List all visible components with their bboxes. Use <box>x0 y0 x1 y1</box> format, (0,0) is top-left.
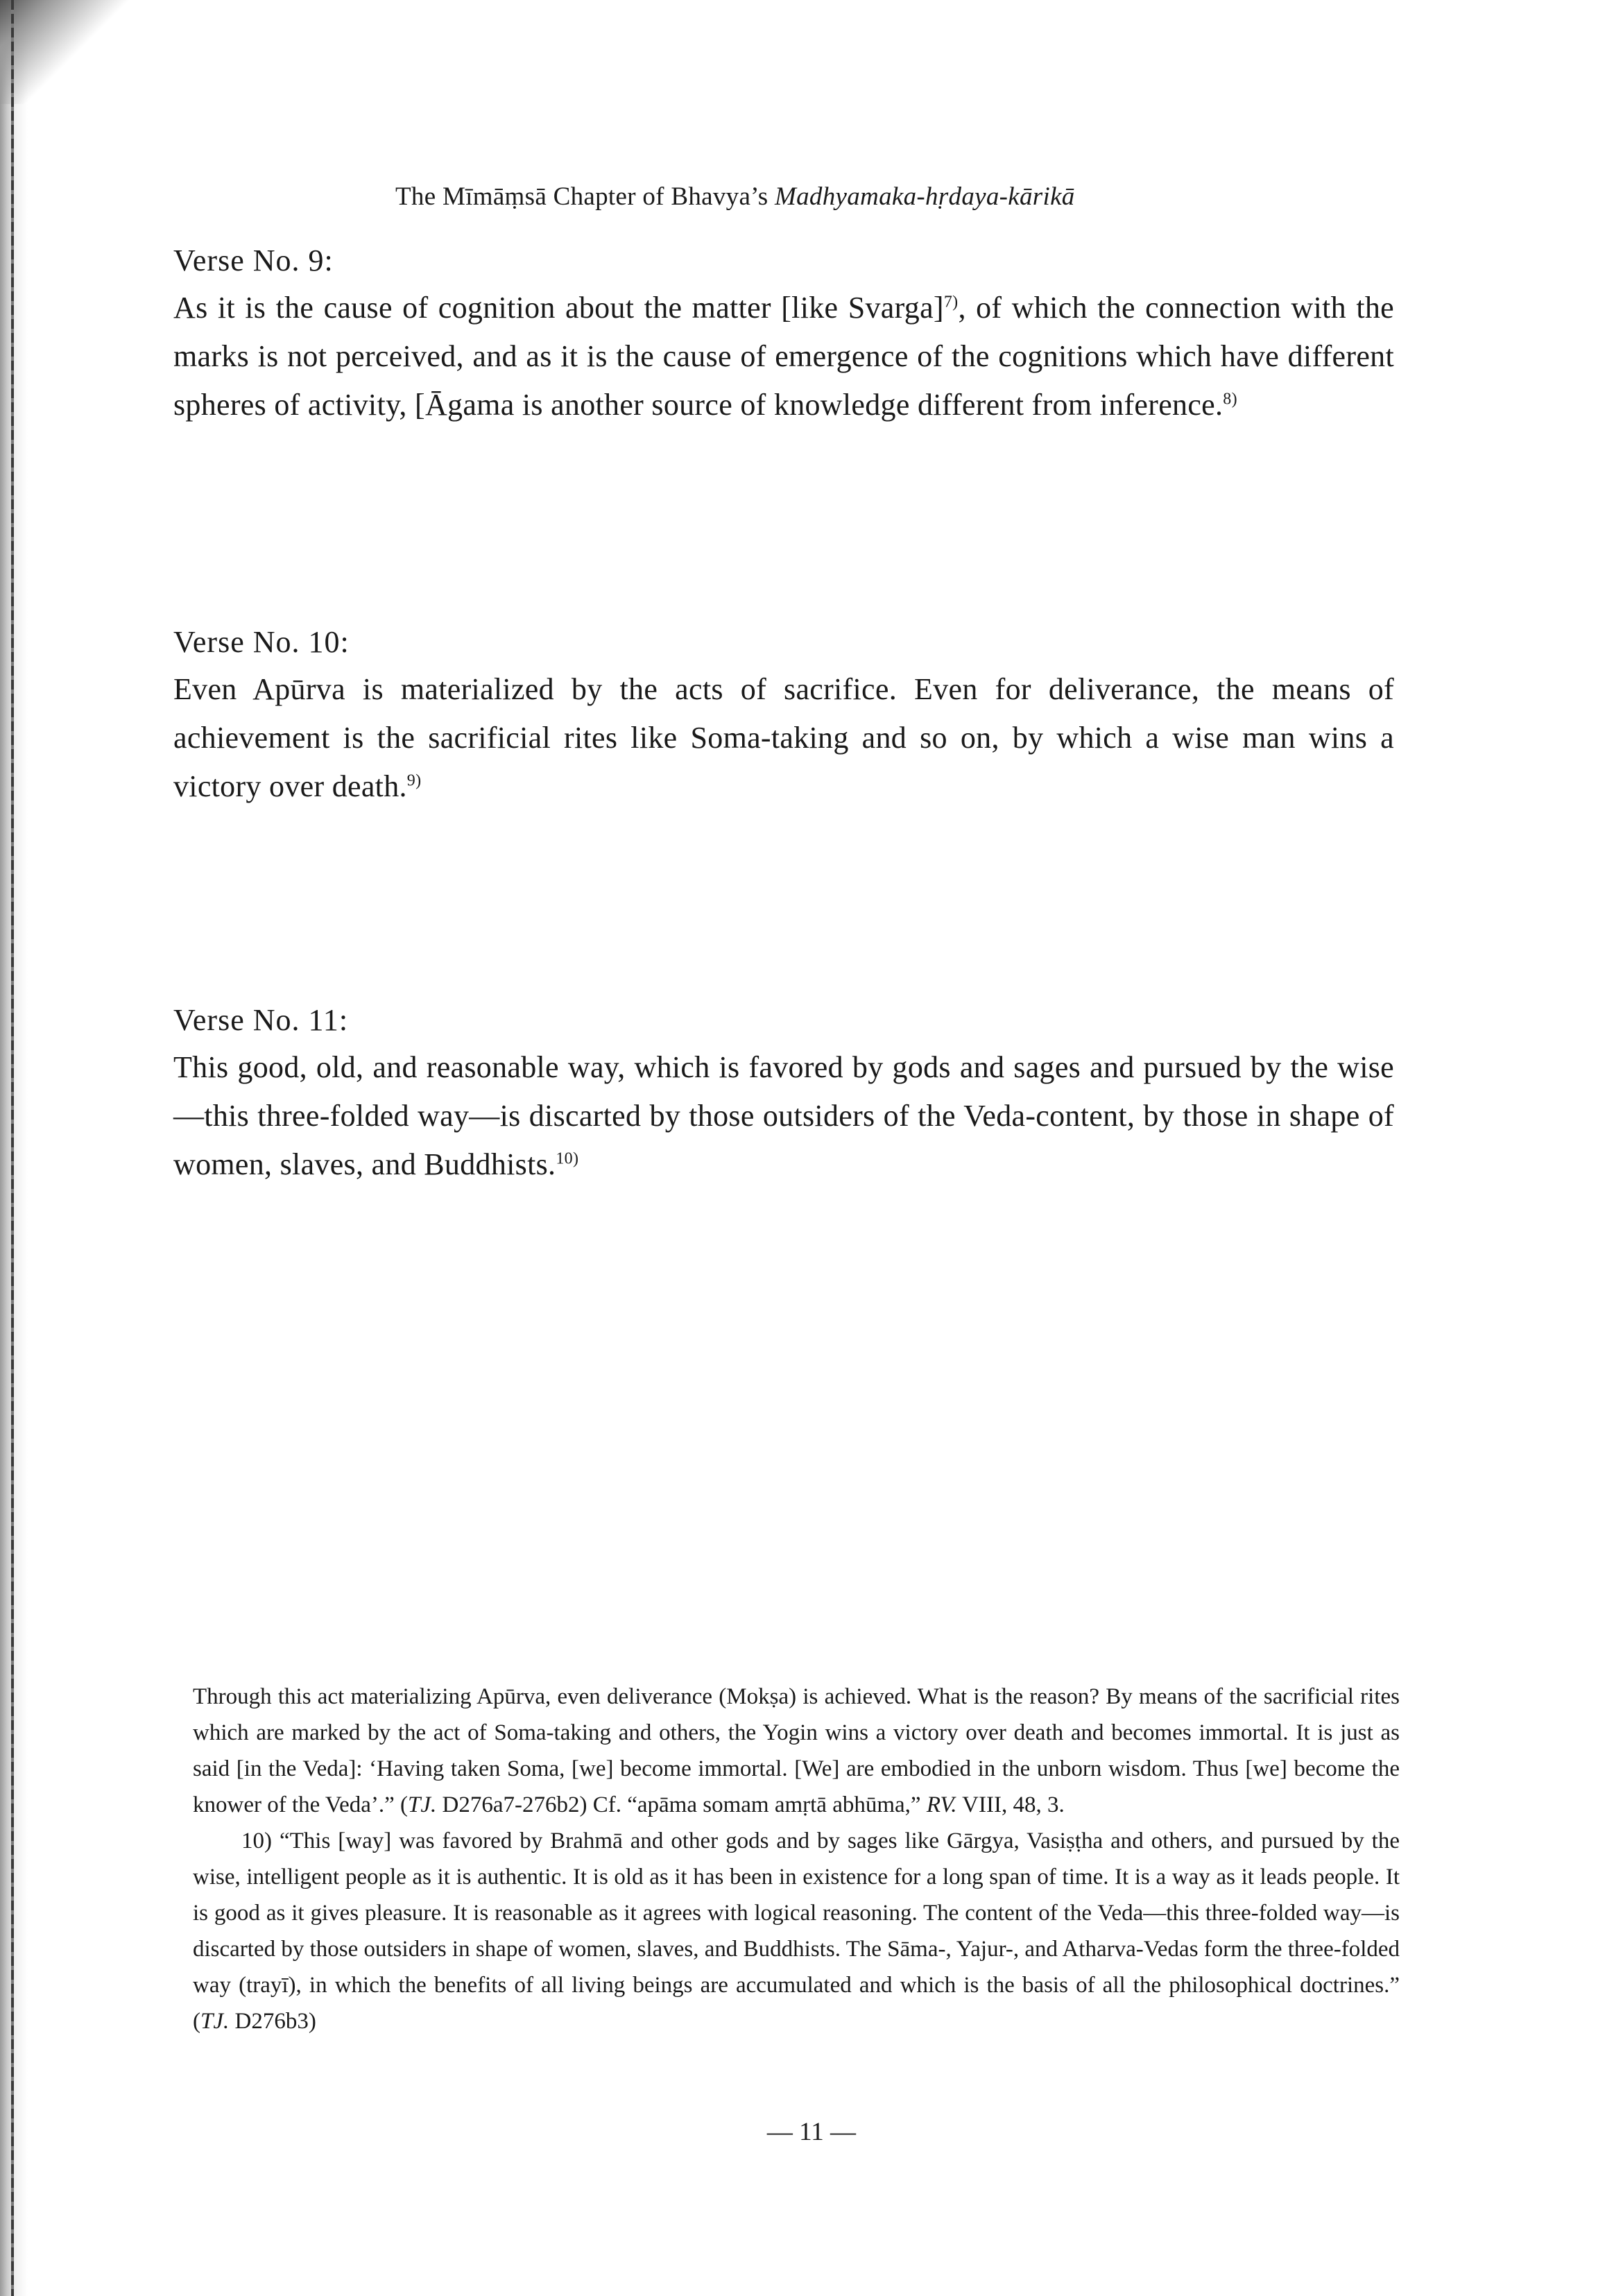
binding-stitch-line <box>11 0 14 2296</box>
note-ref: 9) <box>406 771 422 790</box>
footnote-abbrev: TJ. <box>408 1792 437 1817</box>
book-binding-edge <box>0 0 54 2296</box>
verse-label: Verse No. 11: <box>173 1003 349 1037</box>
verse-label: Verse No. 9: <box>173 243 334 277</box>
footnote-text: D276b3) <box>229 2009 316 2034</box>
verse-label: Verse No. 10: <box>173 625 350 659</box>
running-head-title: Madhyamaka-hṛdaya-kārikā <box>775 182 1075 211</box>
verse-text: As it is the cause of cognition about the matter [like Svarga] <box>173 291 944 325</box>
footnote-text: Through this act materializing Apūrva, even deliverance (Mokṣa) is achieved. What is the reason? By means of the sacrificial rites which are marked by the act of Soma-taking and others, the Yogin wins a victory over death and becomes immortal. It is just as said [in the Veda]: ‘Having taken Soma, [we] become immortal. [We] are embodied in the unborn wisdom. Thus [we] become the knower of the Veda’.” ( <box>193 1684 1400 1817</box>
binding-shadow-corner <box>0 0 132 104</box>
footnote-abbrev: RV. <box>926 1792 957 1817</box>
verse-body <box>173 1043 1394 1189</box>
note-ref: 7) <box>943 293 959 311</box>
footnote-text: 10) “This [way] was favored by Brahmā and other gods and by sages like Gārgya, Vasiṣṭha and others, and pursued by the wise, intelligent people as it is authentic. It is old as it has been in existence for a long span of time. It is a way as it leads people. It is good as it gives pleasure. It is reasonable as it agrees with logical reasoning. The content of the Veda—this three-folded way—is discarted by those outsiders in shape of women, slaves, and Buddhists. The Sāma-, Yajur-, and Atharva-Vedas form the three-folded way (trayī), in which the benefits of all living beings are accumulated and which is the basis of all the philosophical doctrines.” ( <box>193 1828 1400 2034</box>
footnotes <box>193 1679 1400 2039</box>
verse-text: , of which the connection with the marks is not perceived, and as it is the cause of emergence of the cognitions which have different spheres of activity, [Āgama is another source of knowledge different from inference. <box>173 291 1394 422</box>
verse-body <box>173 284 1394 429</box>
verse-9 <box>173 243 1394 429</box>
verse-10 <box>173 624 1394 811</box>
footnote-text: D276a7-276b2) Cf. “apāma somam amṛtā abhūma,” <box>436 1792 927 1817</box>
footnote-9-continuation <box>193 1679 1400 1823</box>
running-head-prefix: The Mīmāṃsā Chapter of Bhavya’s <box>395 182 775 211</box>
footnote-text: VIII, 48, 3. <box>956 1792 1065 1817</box>
footnote-10 <box>193 1823 1400 2039</box>
verse-body <box>173 665 1394 811</box>
footnote-abbrev: TJ. <box>200 2009 230 2034</box>
note-ref: 8) <box>1223 390 1237 409</box>
running-head <box>395 182 1297 212</box>
note-ref: 10) <box>556 1149 579 1168</box>
verse-text: This good, old, and reasonable way, which is favored by gods and sages and pursued by the wise—this three-folded way—is discarted by those outsiders of the Veda-content, by those in shape of women, slaves, and Buddhists. <box>173 1050 1394 1181</box>
page-number: — 11 — <box>766 2118 857 2146</box>
verse-11 <box>173 1002 1394 1189</box>
verse-text: Even Apūrva is materialized by the acts of sacrifice. Even for deliverance, the means of achievement is the sacrificial rites like Soma-taking and so on, by which a wise man wins a victory over death. <box>173 672 1394 803</box>
